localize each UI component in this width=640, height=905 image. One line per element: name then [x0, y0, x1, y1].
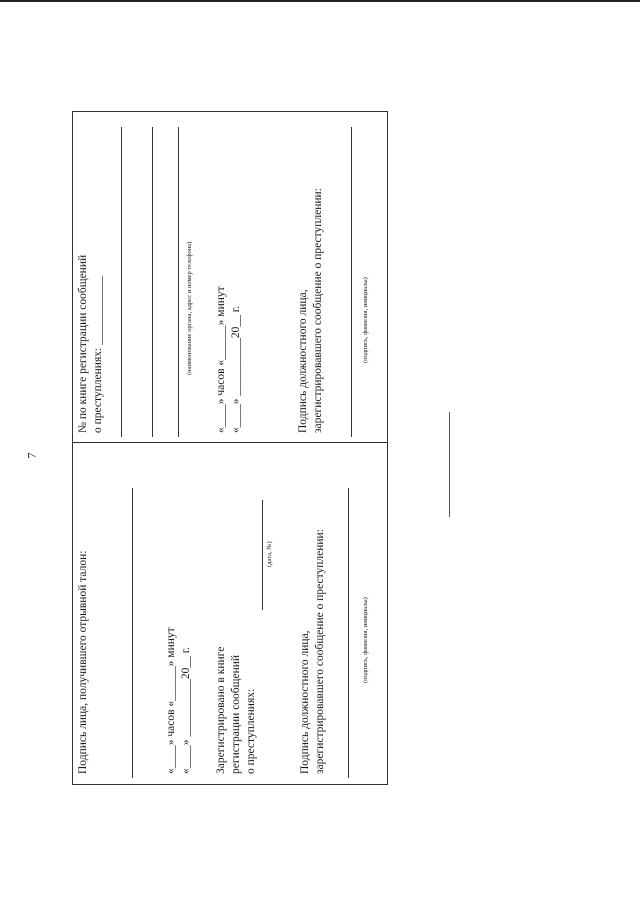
counterfoil-official-line-1: Подпись должностного лица, — [299, 630, 311, 774]
counterfoil-registered-line-2: регистрации сообщений — [230, 654, 242, 774]
top-edge-line — [0, 0, 640, 2]
ticket-time-line-1: «____» часов «______» минут — [215, 286, 227, 433]
ticket-registration-line-1: № по книге регистрации сообщений — [77, 254, 89, 433]
date-number-line — [262, 500, 263, 610]
counterfoil-official-line-2: зарегистрировавшего сообщение о преступлении: — [314, 529, 326, 774]
ticket-organ-line-2 — [152, 127, 153, 437]
ticket-signature-caption: (подпись, фамилия, инициалы) — [362, 277, 369, 363]
ticket-organ-line-3 — [178, 127, 179, 437]
counterfoil-time-line-1: «____» часов «______» минут — [165, 627, 177, 774]
ticket-official-line-2: зарегистрировавшего сообщение о преступлении: — [312, 188, 324, 433]
signature-line — [449, 412, 450, 517]
date-number-caption: (дата, №) — [266, 541, 273, 567]
counterfoil-signature-caption: (подпись, фамилия, инициалы) — [362, 597, 369, 683]
tear-line-divider — [72, 442, 388, 443]
counterfoil-panel — [74, 448, 388, 780]
page-number: 7 — [24, 452, 39, 459]
ticket-time-line-2: «____» __________20__ г. — [230, 305, 242, 433]
receiver-signature-line — [132, 488, 133, 778]
counterfoil-registered-line-3: о преступлениях: — [245, 688, 257, 774]
ticket-registration-line-2: о преступлениях: ____________ — [92, 275, 104, 433]
ticket-panel — [74, 115, 388, 437]
counterfoil-signature-title: Подпись лица, получившего отрывной талон: — [77, 550, 89, 774]
ticket-organ-line-1 — [121, 127, 122, 437]
counterfoil-registered-line-1: Зарегистрировано в книге — [215, 646, 227, 774]
counterfoil-official-signature-line — [348, 488, 349, 778]
ticket-organ-caption: (наименование органа, адрес и номер телефона) — [186, 241, 193, 375]
ticket-official-signature-line — [351, 127, 352, 437]
counterfoil-time-line-2: «____» __________20__ г. — [180, 646, 192, 774]
ticket-official-line-1: Подпись должностного лица, — [297, 289, 309, 433]
